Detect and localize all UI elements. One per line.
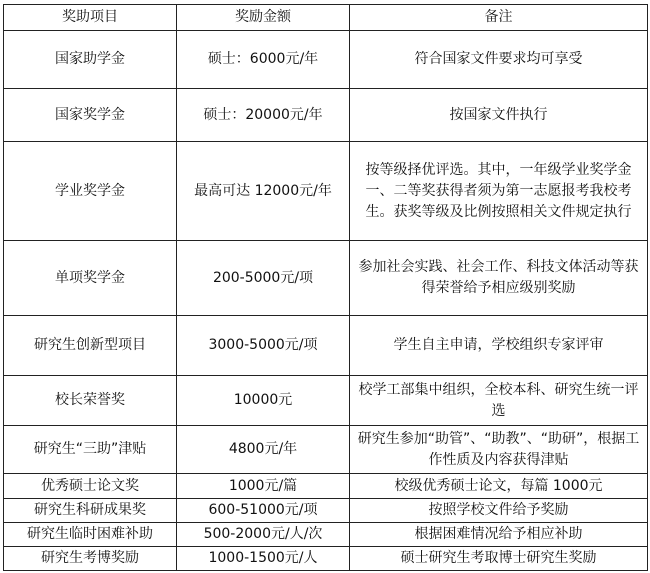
amount-cell: 10000元: [177, 376, 350, 426]
item-cell: 研究生科研成果奖: [4, 499, 177, 523]
table-row: [4, 426, 648, 474]
item-cell: 研究生考博奖励: [4, 547, 177, 571]
awards-table: [3, 4, 648, 571]
header-item: 奖助项目: [4, 5, 177, 31]
note-cell: 硕士研究生考取博士研究生奖励: [350, 547, 648, 571]
note-cell: 学生自主申请，学校组织专家评审: [350, 316, 648, 376]
header-amount: 奖励金额: [177, 5, 350, 31]
note-cell: 校学工部集中组织，全校本科、研究生统一评选: [350, 376, 648, 426]
table-row: [4, 376, 648, 426]
table-row: [4, 241, 648, 316]
note-cell: 符合国家文件要求均可享受: [350, 31, 648, 89]
note-cell: 按照学校文件给予奖励: [350, 499, 648, 523]
item-cell: 单项奖学金: [4, 241, 177, 316]
amount-cell: 3000-5000元/项: [177, 316, 350, 376]
amount-cell: 500-2000元/人/次: [177, 523, 350, 547]
item-cell: 研究生“三助”津贴: [4, 426, 177, 474]
table-row: [4, 89, 648, 142]
note-cell: 参加社会实践、社会工作、科技文体活动等获得荣誉给予相应级别奖励: [350, 241, 648, 316]
note-cell: 研究生参加“助管”、“助教”、“助研”，根据工作性质及内容获得津贴: [350, 426, 648, 474]
note-cell: 校级优秀硕士论文，每篇 1000元: [350, 474, 648, 499]
note-cell: 按国家文件执行: [350, 89, 648, 142]
amount-cell: 1000元/篇: [177, 474, 350, 499]
amount-cell: 最高可达 12000元/年: [177, 142, 350, 241]
item-cell: 研究生临时困难补助: [4, 523, 177, 547]
table-row: [4, 142, 648, 241]
amount-cell: 600-51000元/项: [177, 499, 350, 523]
item-cell: 国家奖学金: [4, 89, 177, 142]
amount-cell: 硕士：20000元/年: [177, 89, 350, 142]
table-row: [4, 547, 648, 571]
item-cell: 优秀硕士论文奖: [4, 474, 177, 499]
table-row: [4, 31, 648, 89]
table-row: [4, 499, 648, 523]
header-row: [4, 5, 648, 31]
item-cell: 研究生创新型项目: [4, 316, 177, 376]
header-note: 备注: [350, 5, 648, 31]
amount-cell: 200-5000元/项: [177, 241, 350, 316]
table-row: [4, 316, 648, 376]
item-cell: 学业奖学金: [4, 142, 177, 241]
table-row: [4, 474, 648, 499]
awards-table-container: [3, 4, 648, 571]
item-cell: 校长荣誉奖: [4, 376, 177, 426]
note-cell: 根据困难情况给予相应补助: [350, 523, 648, 547]
table-row: [4, 523, 648, 547]
item-cell: 国家助学金: [4, 31, 177, 89]
amount-cell: 硕士：6000元/年: [177, 31, 350, 89]
amount-cell: 4800元/年: [177, 426, 350, 474]
amount-cell: 1000-1500元/人: [177, 547, 350, 571]
note-cell: 按等级择优评选。其中，一年级学业奖学金一、二等奖获得者须为第一志愿报考我校考生。获奖等级及比例按照相关文件规定执行: [350, 142, 648, 241]
